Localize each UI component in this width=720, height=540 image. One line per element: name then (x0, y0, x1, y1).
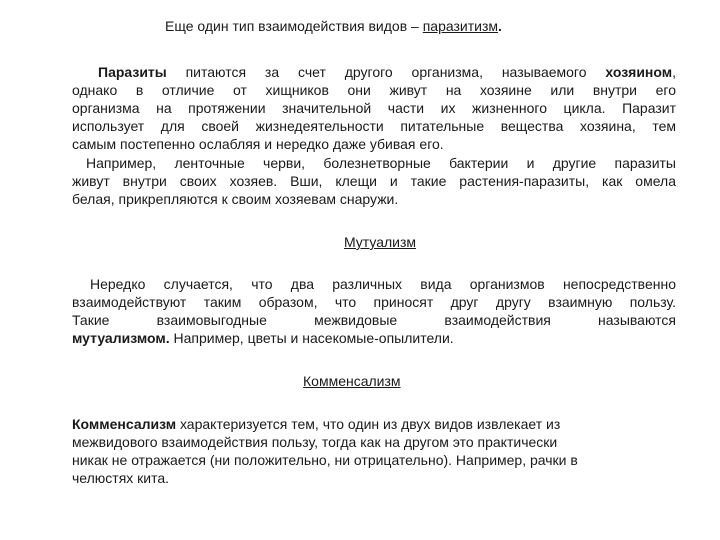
mutualism-line4: мутуализмом. Например, цветы и насекомые-опылители. (72, 330, 454, 346)
commensalism-heading: Комменсализм (303, 373, 401, 389)
parasitism-p1-line1: Паразиты питаются за счет другого организма, называемого хозяином, (98, 64, 676, 80)
commensalism-term: Комменсализм (72, 416, 177, 432)
commensalism-line2: межвидового взаимодействия пользу, тогда как на другом это практически (72, 434, 558, 450)
commensalism-line4: челюстях кита. (72, 470, 170, 486)
host-term: хозяином (605, 64, 673, 80)
parasitism-p1-line5: самым постепенно ослабляя и нередко даже убивая его. (72, 136, 444, 152)
parasites-term: Паразиты (98, 64, 167, 80)
parasitism-p2-line1: Например, ленточные черви, болезнетворные бактерии и другие паразиты (86, 155, 676, 171)
parasitism-p1-line3: организма на протяжении значительной части их жизненного цикла. Паразит (72, 100, 676, 116)
parasitism-p1-line2: однако в отличие от хищников они живут на хозяине или внутри его (72, 82, 676, 98)
parasitism-p1-line4: использует для своей жизнедеятельности питательные вещества хозяина, тем (72, 118, 676, 134)
intro-suffix: . (498, 18, 502, 34)
mutualism-term: мутуализмом. (72, 330, 170, 346)
commensalism-line3: никак не отражается (ни положительно, ни отрицательно). Например, рачки в (72, 452, 578, 468)
parasitism-p2-line3: белая, прикрепляются к своим хозяевам снаружи. (72, 191, 399, 207)
parasitism-term: паразитизм (422, 18, 499, 34)
mutualism-line3: Такие взаимовыгодные межвидовые взаимодействия называются (72, 312, 676, 328)
intro-line (165, 18, 502, 35)
intro-prefix: Еще один тип взаимодействия видов – (165, 18, 423, 34)
mutualism-line2: взаимодействуют таким образом, что приносят друг другу взаимную пользу. (72, 294, 676, 310)
mutualism-line1: Нередко случается, что два различных вида организмов непосредственно (90, 276, 676, 292)
mutualism-heading: Мутуализм (343, 234, 417, 250)
commensalism-line1: Комменсализм характеризуется тем, что один из двух видов извлекает из (72, 416, 561, 432)
parasitism-p2-line2: живут внутри своих хозяев. Вши, клещи и такие растения-паразиты, как омела (72, 173, 676, 189)
